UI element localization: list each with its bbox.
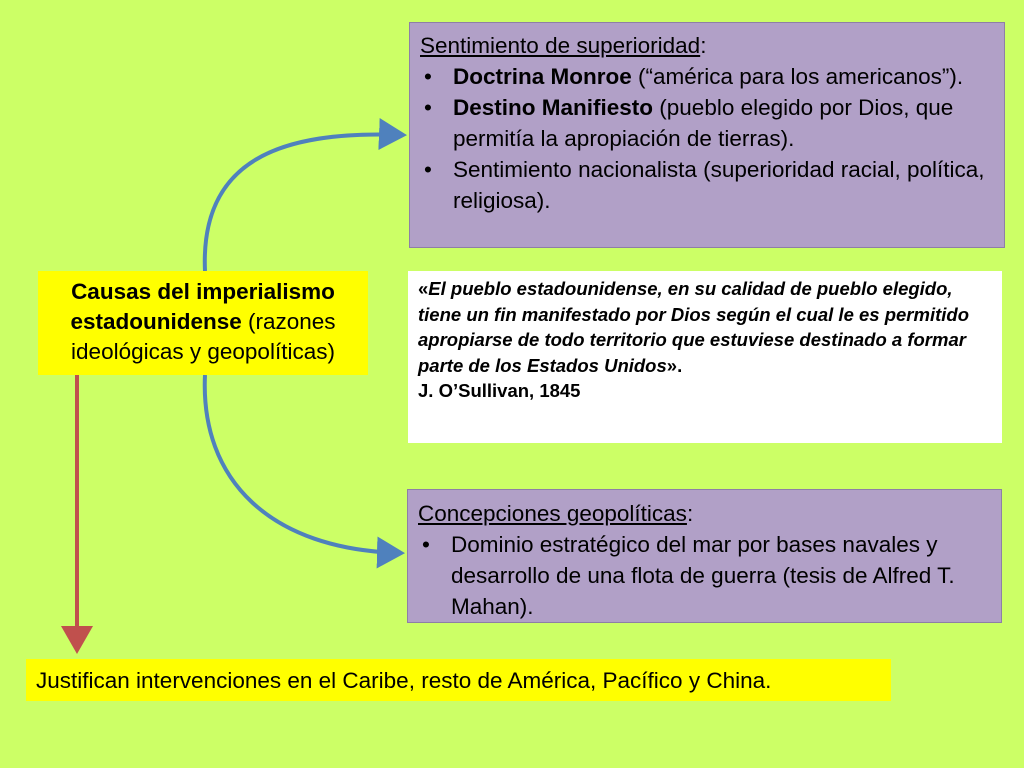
superiority-title: Sentimiento de superioridad: [420, 33, 701, 58]
causes-title: Causas del imperialismo estadounidense: [70, 279, 335, 334]
bullet-sea-dominance: • Dominio estratégico del mar por bases navales y desarrollo de una flota de guerra (tesis de Alfred T. Mahan).: [418, 529, 991, 622]
geopolitics-heading: Concepciones geopolíticas:: [418, 501, 694, 526]
geopolitics-title: Concepciones geopolíticas: [418, 501, 687, 526]
bullet-monroe: • Doctrina Monroe (“américa para los americanos”).: [420, 61, 994, 92]
quote-author: J. O’Sullivan, 1845: [418, 380, 581, 401]
superiority-box: [409, 22, 1005, 248]
osullivan-quote-box: [408, 271, 1002, 443]
bullet-manifest-destiny: • Destino Manifiesto (pueblo elegido por Dios, que permitía la apropiación de tierras).: [420, 92, 994, 154]
causes-subtitle: (razones ideológicas y geopolíticas): [71, 309, 336, 364]
bullet-nationalism: • Sentimiento nacionalista (superioridad racial, política, religiosa).: [420, 154, 994, 216]
arrow-to-geopolitics: [205, 375, 401, 553]
consequence-text: Justifican intervenciones en el Caribe, resto de América, Pacífico y China.: [36, 668, 772, 693]
superiority-list: [420, 61, 994, 216]
causes-box: [38, 271, 368, 375]
geopolitics-box: [407, 489, 1002, 623]
quote-text: «El pueblo estadounidense, en su calidad de pueblo elegido, tiene un fin manifestado por Dios según el cual le es permitido apropiarse de todo territorio que estuviese destinado a formar parte de los Estados Unidos».: [418, 278, 969, 376]
arrow-to-superiority: [205, 134, 403, 271]
superiority-heading: Sentimiento de superioridad:: [420, 33, 707, 58]
consequence-box: [26, 659, 891, 701]
geopolitics-list: [418, 529, 991, 622]
